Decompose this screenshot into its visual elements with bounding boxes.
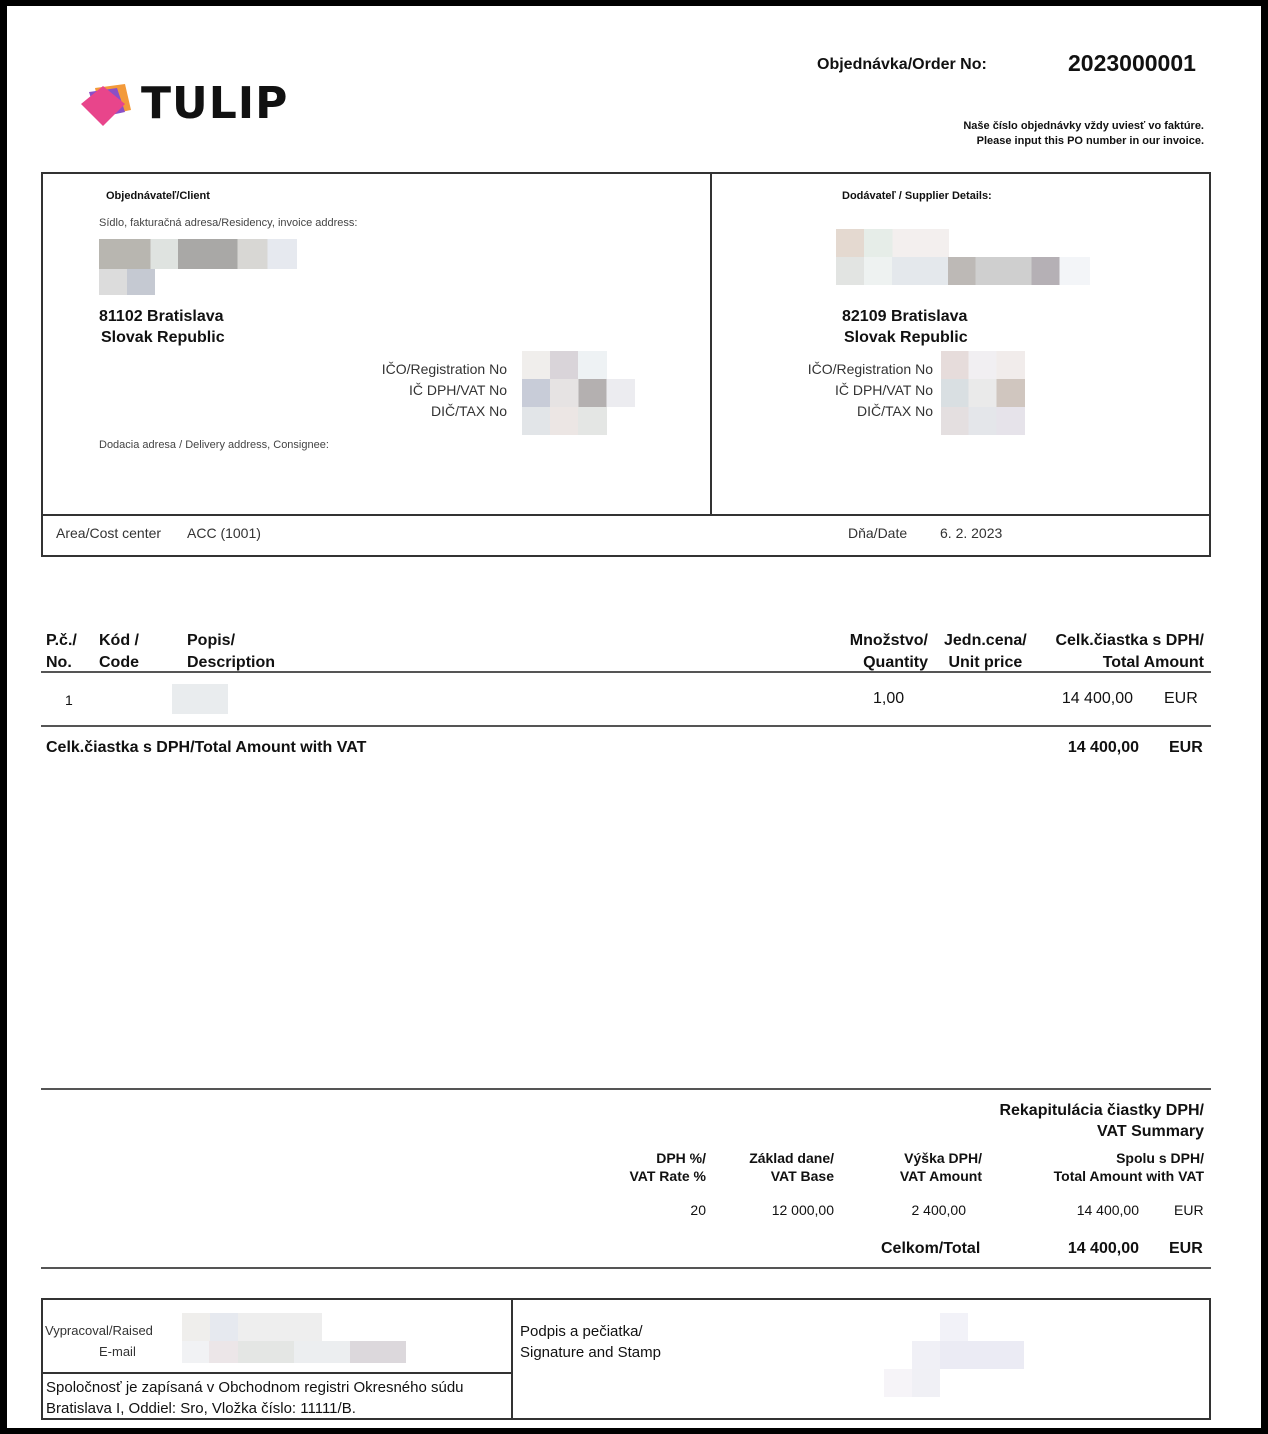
- grand-total-currency: EUR: [1169, 1240, 1203, 1257]
- grand-total-value: 14 400,00: [1067, 1240, 1139, 1257]
- redacted-supplier-tax: [941, 407, 1025, 435]
- cost-center-label: Area/Cost center: [56, 525, 162, 541]
- vat-base-header: [749, 1149, 834, 1185]
- vat-base-header-en: VAT Base: [770, 1168, 834, 1184]
- tulip-logo-icon: [81, 82, 137, 128]
- parties-divider: [710, 172, 712, 516]
- vat-total-value: 14 400,00: [1076, 1202, 1139, 1218]
- redacted-client-reg: [522, 351, 607, 379]
- redacted-stamp-3: [884, 1369, 940, 1397]
- total-with-vat-currency: EUR: [1169, 739, 1203, 756]
- redacted-raised-by: [182, 1313, 322, 1341]
- order-number-label: Objednávka/Order No:: [817, 56, 987, 73]
- item-row-no: 1: [65, 692, 73, 708]
- vat-amount-header: [900, 1149, 982, 1185]
- item-row-quantity: 1,00: [873, 690, 905, 707]
- vat-rate-header-sk: DPH %/: [656, 1150, 706, 1166]
- vat-summary-title-sk: Rekapitulácia čiastky DPH/: [999, 1102, 1204, 1119]
- col-unit-price-header: [944, 630, 1027, 674]
- footer-left-divider: [41, 1372, 513, 1374]
- raised-by-label: Vypracoval/Raised: [45, 1323, 153, 1338]
- meta-divider: [41, 514, 1211, 516]
- items-header-rule: [41, 671, 1211, 673]
- client-id-labels: [382, 359, 507, 422]
- col-code-header-en: Code: [99, 654, 139, 671]
- redacted-client-tax: [522, 407, 607, 435]
- col-no-header-sk: P.č./: [46, 632, 77, 649]
- vat-summary-title: [999, 1100, 1204, 1142]
- signature-label: [520, 1321, 661, 1363]
- redacted-client-name: [99, 239, 297, 269]
- supplier-id-labels: [808, 359, 933, 422]
- vat-rate-header-en: VAT Rate %: [629, 1168, 706, 1184]
- po-note: [963, 119, 1204, 149]
- po-note-sk: Naše číslo objednávky vždy uviesť vo faktúre.: [963, 120, 1204, 132]
- client-city: 81102 Bratislava: [99, 308, 224, 325]
- col-description-header-sk: Popis/: [187, 632, 236, 649]
- redacted-email: [182, 1341, 406, 1363]
- vat-rate-header: [630, 1149, 707, 1185]
- supplier-country: Slovak Republic: [844, 329, 968, 346]
- client-country: Slovak Republic: [101, 329, 225, 346]
- col-unit-price-header-sk: Jedn.cena/: [944, 632, 1027, 649]
- vat-base-value: 12 000,00: [771, 1202, 834, 1218]
- redacted-supplier-reg: [941, 351, 1025, 379]
- client-address-label: Sídlo, fakturačná adresa/Residency, invoice address:: [99, 217, 358, 229]
- redacted-supplier-vat: [941, 379, 1025, 407]
- items-row-rule: [41, 725, 1211, 727]
- vat-total-header-sk: Spolu s DPH/: [1116, 1150, 1204, 1166]
- col-quantity-header-sk: Množstvo/: [849, 632, 928, 649]
- supplier-tax-label: DIČ/TAX No: [857, 403, 933, 419]
- delivery-address-label: Dodacia adresa / Delivery address, Consignee:: [99, 439, 329, 451]
- order-number: 2023000001: [1068, 50, 1196, 76]
- supplier-reg-label: IČO/Registration No: [807, 361, 933, 377]
- vat-amount-value: 2 400,00: [911, 1202, 966, 1218]
- total-with-vat-value: 14 400,00: [1067, 739, 1139, 756]
- item-row-currency: EUR: [1164, 690, 1198, 707]
- redacted-stamp-2: [912, 1341, 1024, 1369]
- total-with-vat-label: Celk.čiastka s DPH/Total Amount with VAT: [46, 739, 367, 756]
- col-no-header-en: No.: [46, 654, 72, 671]
- vat-total-currency: EUR: [1174, 1202, 1204, 1218]
- redacted-item-description: [172, 684, 228, 714]
- vat-rate-value: 20: [690, 1202, 706, 1218]
- redacted-supplier-street: [836, 257, 1090, 285]
- col-total-header-sk: Celk.čiastka s DPH/: [1055, 632, 1204, 649]
- logo-wordmark: TULIP: [141, 78, 289, 129]
- vat-total-header: [1054, 1149, 1204, 1185]
- footer-divider: [511, 1298, 513, 1420]
- col-no-header: [46, 630, 77, 674]
- col-description-header-en: Description: [187, 654, 276, 671]
- vat-summary-bottom-rule: [41, 1267, 1211, 1269]
- redacted-supplier-name: [836, 229, 949, 257]
- col-description-header: [187, 630, 275, 674]
- col-total-header: [1055, 630, 1204, 674]
- client-reg-label: IČO/Registration No: [381, 361, 507, 377]
- col-total-header-en: Total Amount: [1102, 654, 1204, 671]
- date-value: 6. 2. 2023: [940, 525, 1003, 541]
- col-quantity-header-en: Quantity: [863, 654, 928, 671]
- email-label: E-mail: [99, 1344, 136, 1359]
- item-row-total: 14 400,00: [1061, 690, 1133, 707]
- grand-total-label: Celkom/Total: [881, 1240, 981, 1257]
- registry-note-line2: Bratislava I, Oddiel: Sro, Vložka číslo: 11111/B.: [46, 1400, 356, 1417]
- signature-label-sk: Podpis a pečiatka/: [520, 1323, 643, 1340]
- vat-amount-header-sk: Výška DPH/: [904, 1150, 982, 1166]
- purchase-order-page: [7, 6, 1261, 1428]
- client-title: Objednávateľ/Client: [106, 190, 210, 202]
- supplier-title: Dodávateľ / Supplier Details:: [842, 190, 992, 202]
- vat-base-header-sk: Základ dane/: [749, 1150, 834, 1166]
- date-label: Dňa/Date: [848, 525, 908, 541]
- vat-summary-top-rule: [41, 1088, 1211, 1090]
- registry-note-line1: Spoločnosť je zapísaná v Obchodnom registri Okresného súdu: [46, 1379, 464, 1396]
- col-code-header-sk: Kód /: [99, 632, 139, 649]
- parties-box: [41, 172, 1211, 557]
- col-unit-price-header-en: Unit price: [948, 654, 1023, 671]
- client-tax-label: DIČ/TAX No: [431, 403, 507, 419]
- vat-total-header-en: Total Amount with VAT: [1053, 1168, 1204, 1184]
- col-code-header: [99, 630, 139, 674]
- vat-summary-title-en: VAT Summary: [1097, 1123, 1204, 1140]
- col-quantity-header: [850, 630, 928, 674]
- signature-label-en: Signature and Stamp: [520, 1344, 661, 1361]
- po-note-en: Please input this PO number in our invoice.: [976, 135, 1204, 147]
- registry-note: [46, 1377, 464, 1419]
- cost-center-value: ACC (1001): [187, 525, 261, 541]
- redacted-stamp-1: [940, 1313, 968, 1341]
- supplier-vat-label: IČ DPH/VAT No: [834, 382, 933, 398]
- vat-amount-header-en: VAT Amount: [899, 1168, 982, 1184]
- client-vat-label: IČ DPH/VAT No: [408, 382, 507, 398]
- supplier-city: 82109 Bratislava: [842, 308, 968, 325]
- redacted-client-street: [99, 269, 155, 295]
- redacted-client-vat: [522, 379, 635, 407]
